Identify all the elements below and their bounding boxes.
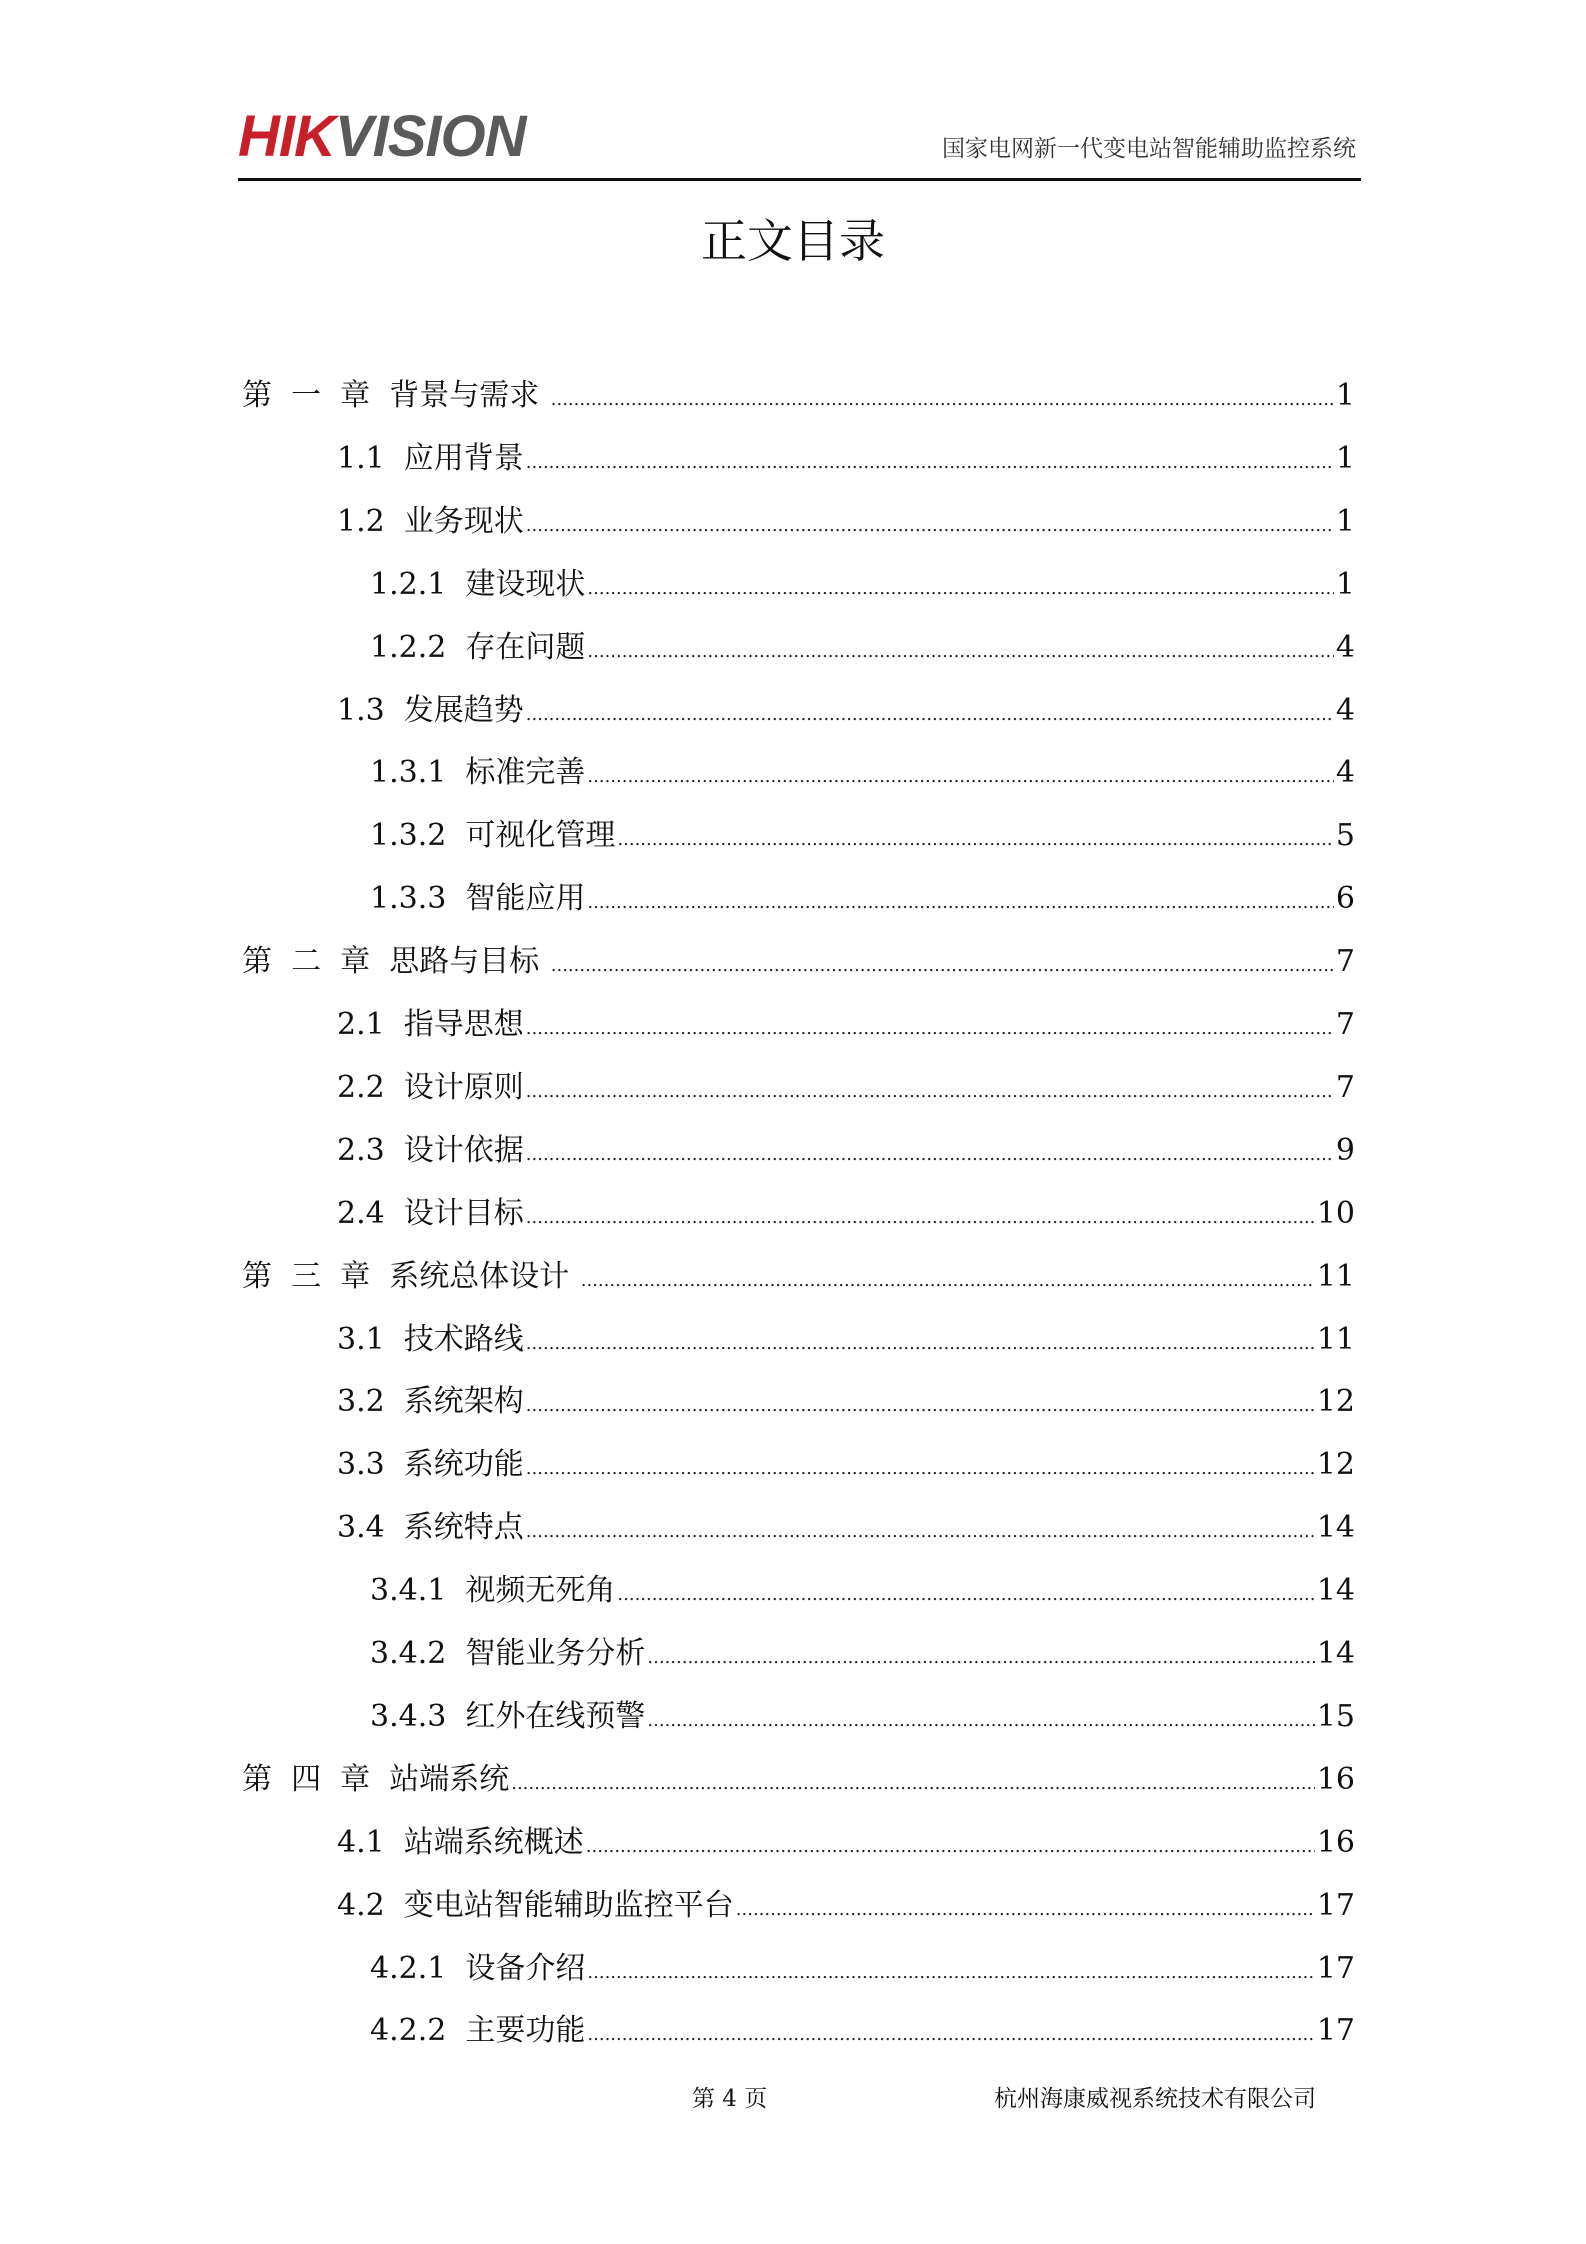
toc-entry-label: 4.2.1 设备介绍 xyxy=(370,1950,586,1986)
dot-leader xyxy=(526,515,1334,536)
toc-entry-page: 4 xyxy=(1335,629,1355,665)
dot-leader xyxy=(647,1710,1314,1731)
dot-leader xyxy=(617,829,1334,850)
toc-entry[interactable] xyxy=(242,370,1355,414)
page-number: 第 4 页 xyxy=(692,2086,768,2112)
toc-entry-page: 9 xyxy=(1335,1132,1355,1168)
dot-leader xyxy=(526,1458,1315,1479)
footer-company: 杭州海康威视系统技术有限公司 xyxy=(994,2086,1316,2112)
toc-entry-label: 1.3 发展趋势 xyxy=(337,692,524,728)
toc-entry-page: 4 xyxy=(1335,755,1355,791)
toc-entry-page: 1 xyxy=(1335,503,1355,539)
toc-entry[interactable] xyxy=(370,747,1355,791)
toc-entry-page: 16 xyxy=(1316,1761,1355,1797)
toc-entry[interactable] xyxy=(337,1817,1355,1861)
toc-entry-label: 3.2 系统架构 xyxy=(337,1384,524,1420)
toc-entry[interactable] xyxy=(337,1125,1355,1169)
toc-entry[interactable] xyxy=(370,873,1355,917)
toc-entry-label: 第 三 章 系统总体设计 xyxy=(242,1258,579,1294)
toc-entry-page: 14 xyxy=(1316,1573,1355,1609)
toc-entry-page: 12 xyxy=(1316,1447,1355,1483)
toc-entry-page: 14 xyxy=(1316,1510,1355,1546)
toc-entry-page: 16 xyxy=(1316,1824,1355,1860)
dot-leader xyxy=(581,1270,1315,1291)
toc-entry-page: 7 xyxy=(1335,1069,1355,1105)
dot-leader xyxy=(551,389,1334,410)
toc-entry-label: 3.4.3 红外在线预警 xyxy=(370,1698,646,1734)
toc-entry[interactable] xyxy=(337,496,1355,540)
toc-entry[interactable] xyxy=(337,685,1355,729)
toc-entry-page: 4 xyxy=(1335,692,1355,728)
toc-entry[interactable] xyxy=(337,1062,1355,1106)
toc-entry-label: 1.2.1 建设现状 xyxy=(370,566,586,602)
dot-leader xyxy=(587,892,1334,913)
dot-leader xyxy=(526,1018,1334,1039)
toc-entry-label: 1.3.1 标准完善 xyxy=(370,755,586,791)
toc-entry-label: 1.3.3 智能应用 xyxy=(370,881,586,917)
toc-entry[interactable] xyxy=(337,1880,1355,1924)
toc-entry-page: 14 xyxy=(1316,1636,1355,1671)
toc-entry-page: 12 xyxy=(1316,1384,1355,1420)
toc-entry-label: 1.2.2 存在问题 xyxy=(370,629,586,665)
toc-entry-label: 3.4 系统特点 xyxy=(337,1510,524,1546)
toc-entry[interactable] xyxy=(242,1754,1355,1798)
dot-leader xyxy=(587,578,1334,599)
toc-entry[interactable] xyxy=(337,1502,1355,1546)
toc-entry-page: 11 xyxy=(1316,1258,1355,1294)
dot-leader xyxy=(586,1836,1315,1857)
toc-entry-page: 5 xyxy=(1335,818,1355,854)
dot-leader xyxy=(526,1395,1315,1416)
toc-entry[interactable] xyxy=(370,559,1355,603)
dot-leader xyxy=(526,1521,1315,1542)
dot-leader xyxy=(526,1207,1315,1228)
dot-leader xyxy=(526,1081,1334,1102)
toc-entry[interactable] xyxy=(370,1943,1355,1987)
header-doc-title: 国家电网新一代变电站智能辅助监控系统 xyxy=(942,136,1356,162)
header-divider xyxy=(238,178,1361,181)
toc-entry[interactable] xyxy=(370,1565,1355,1609)
page-title: 正文目录 xyxy=(701,214,885,268)
toc-entry[interactable] xyxy=(370,622,1355,666)
toc-entry-label: 4.2.2 主要功能 xyxy=(370,2013,586,2049)
dot-leader xyxy=(647,1647,1314,1668)
dot-leader xyxy=(526,1333,1315,1354)
toc-entry-page: 11 xyxy=(1316,1321,1355,1357)
toc-entry-page: 17 xyxy=(1316,1887,1355,1923)
toc-entry-label: 2.4 设计目标 xyxy=(337,1195,524,1231)
toc-entry[interactable] xyxy=(337,1188,1355,1232)
toc-entry-label: 3.4.1 视频无死角 xyxy=(370,1573,616,1609)
toc-entry[interactable] xyxy=(370,2005,1355,2049)
dot-leader xyxy=(587,766,1334,787)
toc-entry[interactable] xyxy=(242,936,1355,980)
dot-leader xyxy=(511,1773,1315,1794)
toc-entry-page: 1 xyxy=(1335,566,1355,602)
toc-entry[interactable] xyxy=(370,1628,1355,1672)
toc-entry-page: 7 xyxy=(1335,1007,1355,1042)
toc-entry-page: 10 xyxy=(1316,1195,1355,1231)
toc-entry-page: 15 xyxy=(1316,1698,1355,1734)
toc-entry-page: 7 xyxy=(1335,944,1355,980)
toc-entry-label: 3.3 系统功能 xyxy=(337,1447,524,1483)
toc-entry-page: 6 xyxy=(1335,881,1355,917)
toc-entry-label: 4.1 站端系统概述 xyxy=(337,1824,584,1860)
toc-entry[interactable] xyxy=(337,1314,1355,1358)
dot-leader xyxy=(587,1962,1314,1983)
toc-entry-page: 1 xyxy=(1335,378,1355,413)
toc-entry[interactable] xyxy=(242,1251,1355,1295)
toc-entry-label: 2.2 设计原则 xyxy=(337,1069,524,1105)
toc-entry-label: 1.1 应用背景 xyxy=(337,440,524,476)
toc-entry-label: 1.3.2 可视化管理 xyxy=(370,818,616,854)
toc-entry[interactable] xyxy=(370,810,1355,854)
dot-leader xyxy=(526,704,1334,725)
dot-leader xyxy=(736,1899,1315,1920)
toc-entry-label: 4.2 变电站智能辅助监控平台 xyxy=(337,1887,734,1923)
toc-entry[interactable] xyxy=(337,1376,1355,1420)
toc-entry[interactable] xyxy=(337,433,1355,477)
dot-leader xyxy=(551,955,1334,976)
toc-entry-page: 17 xyxy=(1316,2013,1355,2049)
toc-entry-label: 第 四 章 站端系统 xyxy=(242,1761,510,1797)
dot-leader xyxy=(587,2024,1314,2045)
toc-entry-label: 第 二 章 思路与目标 xyxy=(242,944,549,980)
toc-entry[interactable] xyxy=(337,1439,1355,1483)
toc-entry[interactable] xyxy=(370,1691,1355,1735)
toc-entry-label: 2.3 设计依据 xyxy=(337,1132,524,1168)
dot-leader xyxy=(617,1584,1314,1605)
toc-entry-label: 第 一 章 背景与需求 xyxy=(242,378,549,413)
dot-leader xyxy=(526,1144,1334,1165)
toc-entry-page: 17 xyxy=(1316,1950,1355,1986)
dot-leader xyxy=(587,641,1334,662)
toc-entry-page: 1 xyxy=(1335,440,1355,476)
dot-leader xyxy=(526,452,1334,473)
toc-entry-label: 2.1 指导思想 xyxy=(337,1007,524,1042)
toc-entry[interactable] xyxy=(337,999,1355,1043)
toc-entry-label: 3.4.2 智能业务分析 xyxy=(370,1636,646,1671)
toc-entry-label: 1.2 业务现状 xyxy=(337,503,524,539)
hikvision-logo: HIKVISION xyxy=(238,104,526,169)
toc-entry-label: 3.1 技术路线 xyxy=(337,1321,524,1357)
